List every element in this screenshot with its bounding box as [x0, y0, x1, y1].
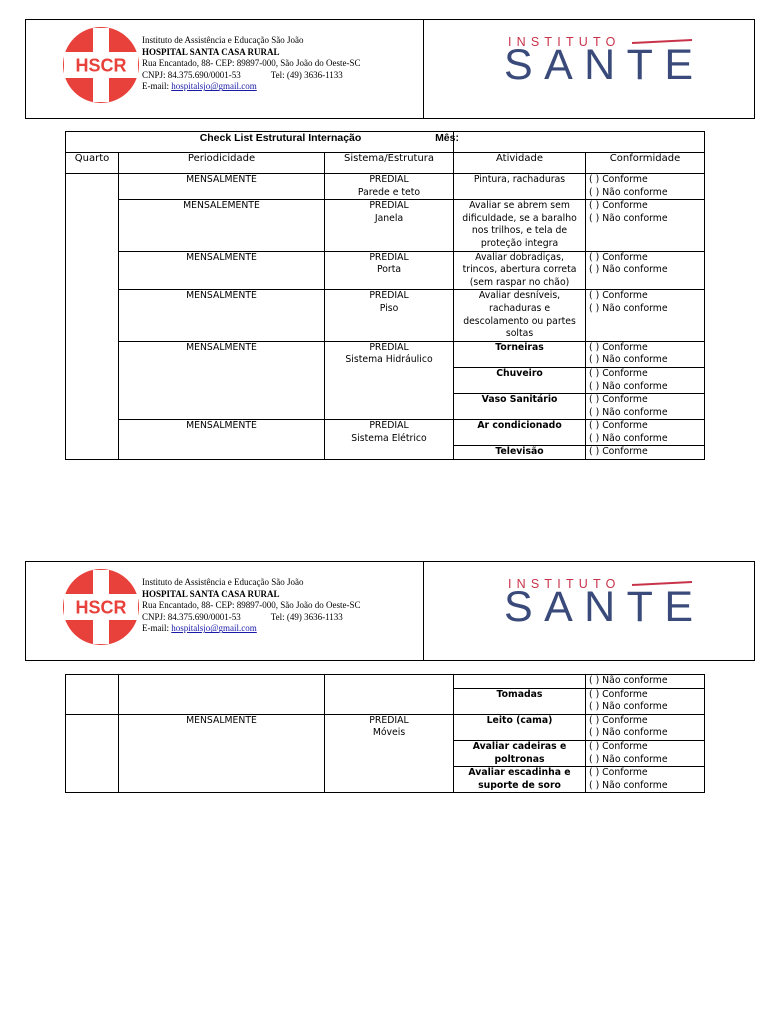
cnpj: CNPJ: 84.375.690/0001-53 [142, 69, 241, 80]
col-header-atividade: Atividade [454, 153, 586, 174]
checklist-title-row [66, 132, 705, 153]
periodicidade-cell: MENSALMENTE [119, 420, 325, 460]
conformidade-cell[interactable] [586, 341, 705, 367]
conforme-option[interactable]: ( ) Conforme [589, 200, 648, 212]
conformidade-cell[interactable] [586, 290, 705, 341]
nao-conforme-option[interactable]: ( ) Não conforme [589, 701, 668, 713]
atividade-cell: Avaliar escadinha e suporte de soro [454, 767, 586, 793]
atividade-cell: Avaliar desníveis, rachaduras e descolamento ou partes soltas [454, 290, 586, 341]
address: Rua Encantado, 88- CEP: 89897-000, São João do Oeste-SC [142, 58, 361, 69]
conforme-option[interactable]: ( ) Conforme [589, 740, 648, 752]
periodicidade-cell: MENSALEMENTE [119, 200, 325, 251]
conformidade-cell[interactable] [586, 688, 705, 714]
svg-text:INSTITUTO: INSTITUTO [508, 35, 621, 49]
address: Rua Encantado, 88- CEP: 89897-000, São João do Oeste-SC [142, 600, 361, 611]
conforme-option[interactable]: ( ) Conforme [589, 446, 648, 458]
sistema-cell: PREDIAL Sistema Hidráulico [325, 341, 454, 420]
institution-info [142, 35, 360, 93]
cnpj: CNPJ: 84.375.690/0001-53 [142, 611, 241, 622]
atividade-cell [454, 675, 586, 689]
nao-conforme-option[interactable]: ( ) Não conforme [589, 302, 668, 314]
svg-text:HSCR: HSCR [75, 55, 127, 76]
conformidade-cell[interactable] [586, 675, 705, 689]
email-label: E-mail: [142, 623, 172, 634]
col-header-quarto: Quarto [66, 153, 119, 174]
conforme-option[interactable]: ( ) Conforme [589, 420, 648, 432]
conforme-option[interactable]: ( ) Conforme [589, 367, 648, 379]
quarto-cell [66, 675, 119, 715]
page-header-2 [25, 561, 755, 661]
conformidade-cell[interactable] [586, 367, 705, 393]
cnpj-tel [142, 612, 360, 624]
email-link[interactable]: hospitalsjo@gmail.com [171, 623, 257, 634]
periodicidade-cell [119, 675, 325, 715]
header-divider [423, 562, 424, 660]
atividade-cell: Pintura, rachaduras [454, 174, 586, 200]
nao-conforme-option[interactable]: ( ) Não conforme [589, 432, 668, 444]
table-row [66, 290, 705, 341]
hscr-logo-icon [62, 568, 140, 646]
table-row [66, 251, 705, 290]
table-row [66, 341, 705, 367]
conforme-option[interactable]: ( ) Conforme [589, 688, 648, 700]
svg-text:SANTE: SANTE [504, 41, 694, 89]
conformidade-cell[interactable] [586, 767, 705, 793]
svg-text:SANTE: SANTE [504, 583, 694, 631]
hospital-name: HOSPITAL SANTA CASA RURAL [142, 588, 280, 599]
periodicidade-cell: MENSALMENTE [119, 714, 325, 793]
periodicidade-cell: MENSALMENTE [119, 290, 325, 341]
atividade-cell: Televisão [454, 446, 586, 460]
month-field: Mês: [322, 132, 573, 153]
telephone: Tel: (49) 3636-1133 [270, 611, 343, 622]
atividade-cell: Avaliar se abrem sem dificuldade, se a baralho nos trilhos, e tela de proteção integra [454, 200, 586, 251]
email-label: E-mail: [142, 81, 172, 92]
conforme-option[interactable]: ( ) Conforme [589, 251, 648, 263]
email-line [142, 81, 360, 93]
email-link[interactable]: hospitalsjo@gmail.com [171, 81, 257, 92]
conformidade-cell[interactable] [586, 251, 705, 290]
checklist-title: Check List Estrutural Internação [66, 132, 454, 153]
cnpj-tel [142, 70, 360, 82]
col-header-sistema: Sistema/Estrutura [325, 153, 454, 174]
conformidade-cell[interactable] [586, 714, 705, 740]
checklist-table-part-1 [65, 131, 705, 460]
institution-name: Instituto de Assistência e Educação São João [142, 35, 304, 45]
col-header-conformidade: Conformidade [586, 153, 705, 174]
sistema-cell: PREDIAL Móveis [325, 714, 454, 793]
hscr-logo-icon [62, 26, 140, 104]
quarto-cell [66, 714, 119, 793]
table-row [66, 714, 705, 740]
sistema-cell: PREDIAL Janela [325, 200, 454, 251]
conformidade-cell[interactable] [586, 200, 705, 251]
checklist-table-part-2 [65, 674, 705, 793]
nao-conforme-option[interactable]: ( ) Não conforme [589, 406, 668, 418]
atividade-cell: Ar condicionado [454, 420, 586, 446]
atividade-cell: Tomadas [454, 688, 586, 714]
table-row [66, 174, 705, 200]
nao-conforme-option[interactable]: ( ) Não conforme [589, 186, 668, 198]
table-row [66, 200, 705, 251]
table-row [66, 675, 705, 689]
conformidade-cell[interactable] [586, 174, 705, 200]
atividade-cell: Avaliar dobradiças, trincos, abertura correta (sem raspar no chão) [454, 251, 586, 290]
nao-conforme-option[interactable]: ( ) Não conforme [589, 380, 668, 392]
nao-conforme-option[interactable]: ( ) Não conforme [589, 354, 668, 366]
page-header-1 [25, 19, 755, 119]
conforme-option[interactable]: ( ) Conforme [589, 394, 648, 406]
periodicidade-cell: MENSALMENTE [119, 174, 325, 200]
svg-text:INSTITUTO: INSTITUTO [508, 577, 621, 591]
nao-conforme-option[interactable]: ( ) Não conforme [589, 675, 668, 686]
atividade-cell: Chuveiro [454, 367, 586, 393]
instituto-sante-logo [504, 34, 704, 94]
telephone: Tel: (49) 3636-1133 [270, 69, 343, 80]
sistema-cell: PREDIAL Porta [325, 251, 454, 290]
svg-text:HSCR: HSCR [75, 597, 127, 618]
atividade-cell: Leito (cama) [454, 714, 586, 740]
conforme-option[interactable]: ( ) Conforme [589, 174, 648, 185]
sistema-cell: PREDIAL Sistema Elétrico [325, 420, 454, 460]
institution-name: Instituto de Assistência e Educação São João [142, 577, 304, 587]
nao-conforme-option[interactable]: ( ) Não conforme [589, 753, 668, 765]
periodicidade-cell: MENSALMENTE [119, 341, 325, 420]
conforme-option[interactable]: ( ) Conforme [589, 767, 648, 779]
nao-conforme-option[interactable]: ( ) Não conforme [589, 212, 668, 224]
col-header-periodicidade: Periodicidade [119, 153, 325, 174]
hospital-name: HOSPITAL SANTA CASA RURAL [142, 46, 280, 57]
conformidade-cell[interactable] [586, 394, 705, 420]
table-row [66, 420, 705, 446]
atividade-cell: Torneiras [454, 341, 586, 367]
conformidade-cell[interactable] [586, 420, 705, 446]
column-headers [66, 153, 705, 174]
conforme-option[interactable]: ( ) Conforme [589, 714, 648, 726]
conformidade-cell[interactable] [586, 446, 705, 460]
sistema-cell [325, 675, 454, 715]
sistema-cell: PREDIAL Parede e teto [325, 174, 454, 200]
email-line [142, 623, 360, 635]
header-divider [423, 20, 424, 118]
nao-conforme-option[interactable]: ( ) Não conforme [589, 779, 668, 791]
conformidade-cell[interactable] [586, 740, 705, 766]
atividade-cell: Avaliar cadeiras e poltronas [454, 740, 586, 766]
periodicidade-cell: MENSALMENTE [119, 251, 325, 290]
sistema-cell: PREDIAL Piso [325, 290, 454, 341]
nao-conforme-option[interactable]: ( ) Não conforme [589, 264, 668, 276]
conforme-option[interactable]: ( ) Conforme [589, 341, 648, 353]
nao-conforme-option[interactable]: ( ) Não conforme [589, 727, 668, 739]
quarto-cell [66, 174, 119, 460]
institution-info [142, 577, 360, 635]
conforme-option[interactable]: ( ) Conforme [589, 290, 648, 302]
atividade-cell: Vaso Sanitário [454, 394, 586, 420]
instituto-sante-logo [504, 576, 704, 636]
